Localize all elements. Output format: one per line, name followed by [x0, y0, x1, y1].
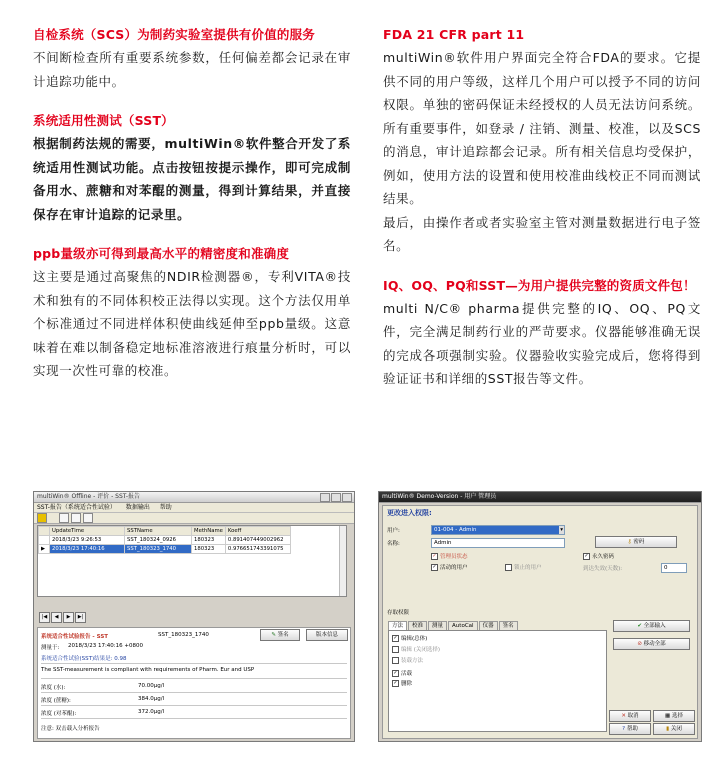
conc-sucrose-label: 浓度 (蔗糖): [41, 698, 71, 704]
window-controls [319, 493, 352, 506]
iq-body: multi N/C® pharma提供完整的IQ、OQ、PQ文件，完全满足制药行业的严苛要求。仪器能够准确无误的完成各项强制实验。仪器验收实验完成后，您将得到验证证书和详细的SST报告等文件。 [383, 300, 701, 386]
name-label: 名称: [387, 541, 400, 547]
active-user-checkbox[interactable]: ✓ 活动的用户 [432, 564, 468, 571]
report-title: 系统适合性试验报告 - SST [41, 634, 109, 640]
chevron-down-icon: ▾ [560, 527, 563, 533]
password-button[interactable]: ⚷ 密码 [595, 536, 677, 548]
section-title: 更改进入权限: [387, 509, 432, 517]
window-title: multiWin® Offline - 评价 - SST-报告 [37, 493, 141, 500]
fda-heading: FDA 21 CFR part 11 [383, 27, 525, 42]
sst-result: 系统适合性试验(SST)结果是: 0.98 [41, 656, 127, 662]
remove-all-button[interactable]: ⊘ 移动全部 [613, 638, 690, 650]
permissions-list [388, 630, 607, 732]
prev-record-icon[interactable]: ◀ [51, 612, 62, 623]
sst-report-screenshot [33, 491, 355, 742]
conc-sucrose-value: 384.0µg/l [138, 696, 165, 702]
name-field[interactable]: Admin [431, 538, 565, 548]
tab-method[interactable]: 方法 [388, 621, 407, 630]
iq-heading: IQ、OQ、PQ和SST—为用户提供完整的资质文件包！ [383, 277, 696, 293]
conc-benzoquinone-value: 372.0µg/l [138, 709, 165, 715]
first-record-icon[interactable]: |◀ [39, 612, 50, 623]
menu-help[interactable]: 帮助 [159, 504, 172, 511]
sign-icon: ✎ [271, 632, 276, 638]
menubar [34, 503, 354, 513]
compliance-text: The SST-measurement is compliant with requirements of Pharm. Eur and USP [41, 667, 255, 673]
sst-body: 根据制药法规的需要，multiWin®软件整合开发了系统适用性测试功能。点击按钮按提示操作，即可完成制备用水、蔗糖和对苯醌的测量，得到计算结果，并直接保存在审计追踪的记录里。 [33, 136, 351, 222]
preview-icon[interactable] [71, 513, 81, 523]
version-info-button[interactable]: 版本信息 [306, 629, 348, 641]
close-button[interactable]: ▮ 关闭 [653, 723, 695, 735]
expiry-stepper[interactable]: 0 [661, 563, 687, 573]
conc-benzoquinone-label: 浓度 (对苯醌): [41, 711, 77, 717]
locked-user-checkbox[interactable]: 锁止的用户 [505, 563, 542, 571]
record-navigator [39, 612, 86, 623]
cancel-button[interactable]: ✕ 取消 [609, 710, 651, 722]
grid-scrollbar[interactable] [339, 526, 346, 596]
measured-label: 测量于: [41, 645, 60, 651]
fda-body: multiWin®软件用户界面完全符合FDA的要求。它提供不同的用户等级，这样几个用户可以授予不同的访问权限。单独的密码保证未经授权的人员无法访问系统。所有重要事件，如登录 / 注销、测量、校准，以及SCS的消息，审计追踪都会记录。所有相关信息均受保护，例如，使用方法的设置和使用校准曲线校正不同而测试结果。 [383, 50, 701, 206]
minimize-icon[interactable] [320, 493, 330, 502]
window-titlebar [34, 492, 354, 503]
door-icon: ▮ [666, 726, 670, 732]
report-name: SST_180323_1740 [158, 632, 209, 638]
sst-report-panel [37, 627, 351, 739]
permanent-password-checkbox[interactable]: ✓ 永久密码 [584, 553, 615, 560]
sign-button[interactable]: ✎ 签名 [260, 629, 300, 641]
conc-water-value: 70.00µg/l [138, 683, 165, 689]
next-record-icon[interactable]: ▶ [63, 612, 74, 623]
tab-autocal[interactable]: AutoCal [448, 621, 478, 630]
table-row[interactable]: ▶ 2018/3/23 17:40:16 SST_180323_1740 180323 0.976651743391075 [39, 545, 291, 554]
maximize-icon[interactable] [331, 493, 341, 502]
scs-body: 不间断检查所有重要系统参数，任何偏差都会记录在审计追踪功能中。 [33, 50, 351, 89]
last-record-icon[interactable]: ▶| [75, 612, 86, 623]
expiry-label: 到达失效(天数): [583, 566, 623, 572]
right-column [383, 24, 701, 391]
tab-instrument[interactable]: 仪器 [479, 621, 498, 630]
x-icon: ✕ [621, 713, 626, 719]
close-icon[interactable] [342, 493, 352, 502]
rights-title: 存取权限 [387, 610, 410, 616]
left-column [33, 24, 351, 383]
list-item[interactable]: 编辑 (关闭选择) [392, 645, 440, 653]
tab-measurement[interactable]: 测量 [428, 621, 447, 630]
grid-header[interactable]: UpdateTime [50, 527, 125, 536]
user-admin-screenshot [378, 491, 702, 742]
choose-button[interactable]: ▦ 选择 [653, 710, 695, 722]
toolbar [34, 513, 354, 524]
choose-icon: ▦ [665, 713, 671, 719]
grid-header[interactable]: SSTName [125, 527, 192, 536]
key-icon: ⚷ [627, 539, 632, 545]
help-icon: ? [622, 726, 626, 732]
tab-signature[interactable]: 签名 [499, 621, 518, 630]
rights-tabs [388, 621, 519, 630]
grid-header-row [39, 527, 291, 536]
table-row[interactable]: 2018/3/23 9:26:53 SST_180324_0926 180323 0.891407449002962 [39, 536, 291, 545]
sst-heading: 系统适用性测试（SST） [33, 113, 174, 128]
window-titlebar [379, 492, 701, 503]
fda-body-signature: 最后，由操作者或者实验室主管对测量数据进行电子签名。 [383, 214, 701, 253]
user-select[interactable]: 01-004 - Admin ▾ [431, 525, 565, 535]
exit-icon[interactable] [37, 513, 47, 523]
ppb-body: 这主要是通过高聚焦的NDIR检测器®，专利VITA®技术和独有的不同体积校正法得以实现。这个方法仅用单个标准通过不同进样体积使曲线延伸至ppb量级。这意味着在难以制备稳定地标准溶液进行痕量分析时，可以实现一次性可靠的校准。 [33, 269, 351, 378]
help-button[interactable]: ? 帮助 [609, 723, 651, 735]
grid-header[interactable]: Koeff [225, 527, 290, 536]
conc-water-label: 浓度 (水): [41, 685, 66, 691]
check-icon: ✔ [637, 623, 642, 629]
ppb-heading: ppb量级亦可得到最高水平的精密度和准确度 [33, 246, 290, 261]
scs-heading: 自检系统（SCS）为制药实验室提供有价值的服务 [33, 27, 316, 42]
user-label: 用户: [387, 528, 400, 534]
list-item[interactable]: ✓ 编辑(总体) [393, 635, 428, 642]
list-item[interactable]: ✓ 删除 [393, 680, 413, 687]
list-item[interactable]: ✓ 活载 [393, 670, 413, 677]
forbidden-icon: ⊘ [637, 641, 642, 647]
tab-calibration[interactable]: 校准 [408, 621, 427, 630]
measured-value: 2018/3/23 17:40:16 +0800 [68, 643, 144, 649]
status-bar: 注意: 双击载入分析报告 [41, 726, 100, 732]
menu-data-output[interactable]: 数据输出 [125, 504, 150, 511]
admin-status-checkbox[interactable]: ✓ 管理员状态 [432, 553, 468, 560]
window-title: multiWin® Demo-Version - 用户 管理员 [382, 493, 497, 500]
print-icon[interactable] [59, 513, 69, 523]
grant-all-button[interactable]: ✔ 全部输入 [613, 620, 690, 632]
menu-sst-report[interactable]: SST-报告（系统适合性试验） [37, 504, 116, 511]
help-icon[interactable] [83, 513, 93, 523]
user-rights-panel [382, 505, 698, 739]
grid-header[interactable]: MethName [192, 527, 226, 536]
sst-grid [37, 525, 347, 597]
list-item[interactable]: 装载方法 [392, 656, 423, 664]
